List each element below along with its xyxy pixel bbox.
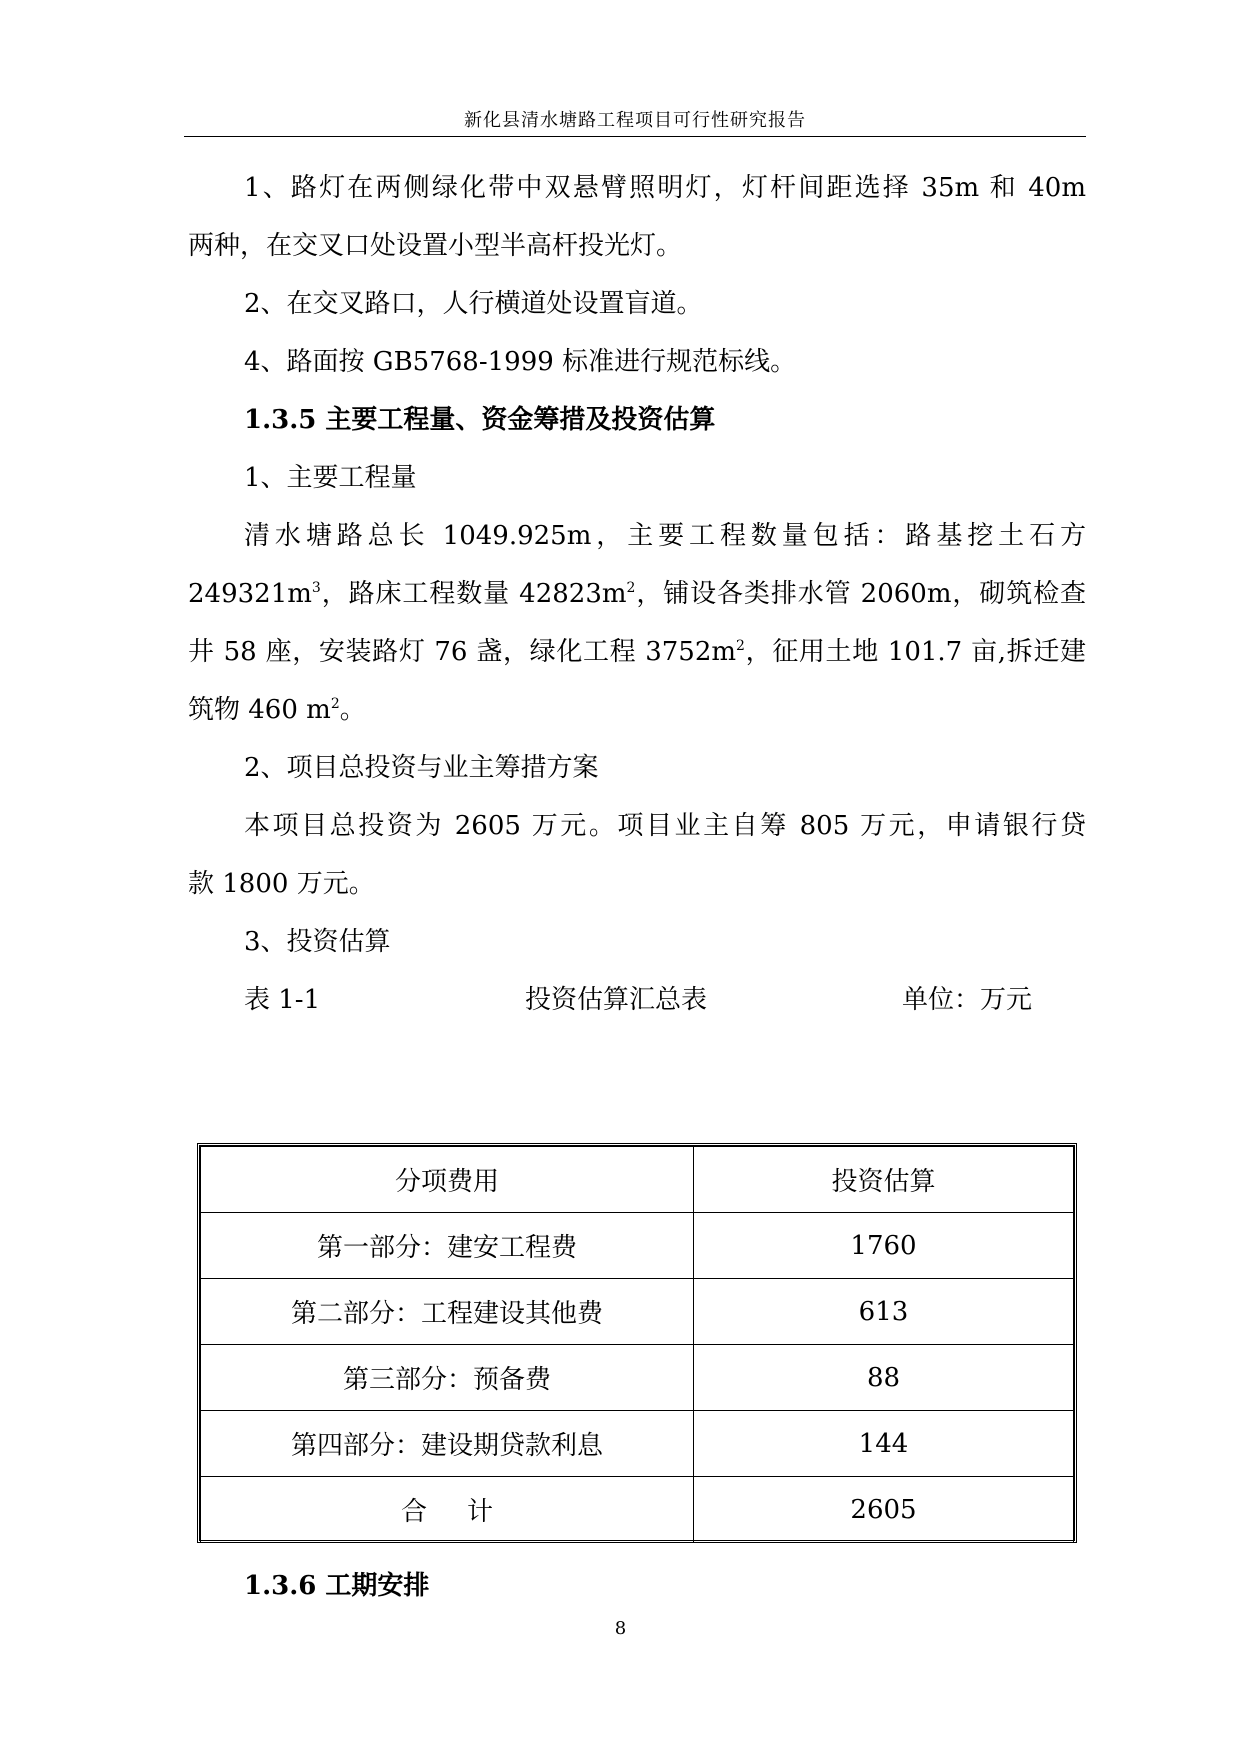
quantities-line-3: 井 58 座，安装路灯 76 盏，绿化工程 $3752m^2$，征用土地 101.7 亩,拆迁建 [188, 637, 1086, 667]
row-label: 第一部分：建安工程费 [201, 1213, 694, 1279]
subheading-quantities: 1、主要工程量 [244, 463, 417, 493]
quantities-line-1: 清水塘路总长 1049.925m，主要工程数量包括：路基挖土石方 [244, 521, 1086, 551]
subheading-funding: 2、项目总投资与业主筹措方案 [244, 753, 599, 783]
table-total-row [201, 1477, 1074, 1543]
table-row [201, 1345, 1074, 1411]
total-label: 合计 [201, 1477, 694, 1543]
row-value: 144 [694, 1411, 1074, 1477]
table-row [201, 1279, 1074, 1345]
table-header-row [201, 1147, 1074, 1213]
header-cell-estimate: 投资估算 [694, 1147, 1074, 1213]
header-cell-item: 分项费用 [201, 1147, 694, 1213]
lighting-item-4: 4、路面按 GB5768-1999 标准进行规范标线。 [244, 347, 797, 377]
table-row [201, 1213, 1074, 1279]
table-number: 表 1-1 [244, 985, 321, 1015]
row-value: 88 [694, 1345, 1074, 1411]
quantities-line-4: 筑物 460 $m^2$。 [188, 695, 366, 725]
funding-line-2: 款 1800 万元。 [188, 869, 375, 899]
table-row [201, 1411, 1074, 1477]
funding-line-1: 本项目总投资为 2605 万元。项目业主自筹 805 万元，申请银行贷 [244, 811, 1086, 841]
page-header: 新化县清水塘路工程项目可行性研究报告 [464, 110, 806, 131]
header-rule [184, 136, 1086, 137]
section-heading-1-3-6: 1.3.6 工期安排 [244, 1571, 430, 1601]
row-label: 第二部分：工程建设其他费 [201, 1279, 694, 1345]
page-number: 8 [614, 1618, 627, 1639]
lighting-item-2: 2、在交叉路口，人行横道处设置盲道。 [244, 289, 703, 319]
quantities-line-2: $249321m^3$，路床工程数量 $42823m^2$，铺设各类排水管 2060m，砌筑检查 [188, 579, 1086, 609]
section-heading-1-3-5: 1.3.5 主要工程量、资金筹措及投资估算 [244, 405, 716, 435]
row-value: 613 [694, 1279, 1074, 1345]
subheading-investment-estimate: 3、投资估算 [244, 927, 391, 957]
row-label: 第三部分：预备费 [201, 1345, 694, 1411]
lighting-item-1-line-1: 1、路灯在两侧绿化带中双悬臂照明灯，灯杆间距选择 35m 和 40m [244, 173, 1086, 203]
lighting-item-1-line-2: 两种，在交叉口处设置小型半高杆投光灯。 [188, 231, 683, 261]
total-value: 2605 [694, 1477, 1074, 1543]
row-label: 第四部分：建设期贷款利息 [201, 1411, 694, 1477]
table-unit: 单位：万元 [902, 985, 1033, 1015]
row-value: 1760 [694, 1213, 1074, 1279]
table-title: 投资估算汇总表 [525, 985, 708, 1015]
investment-table [197, 1143, 1077, 1543]
